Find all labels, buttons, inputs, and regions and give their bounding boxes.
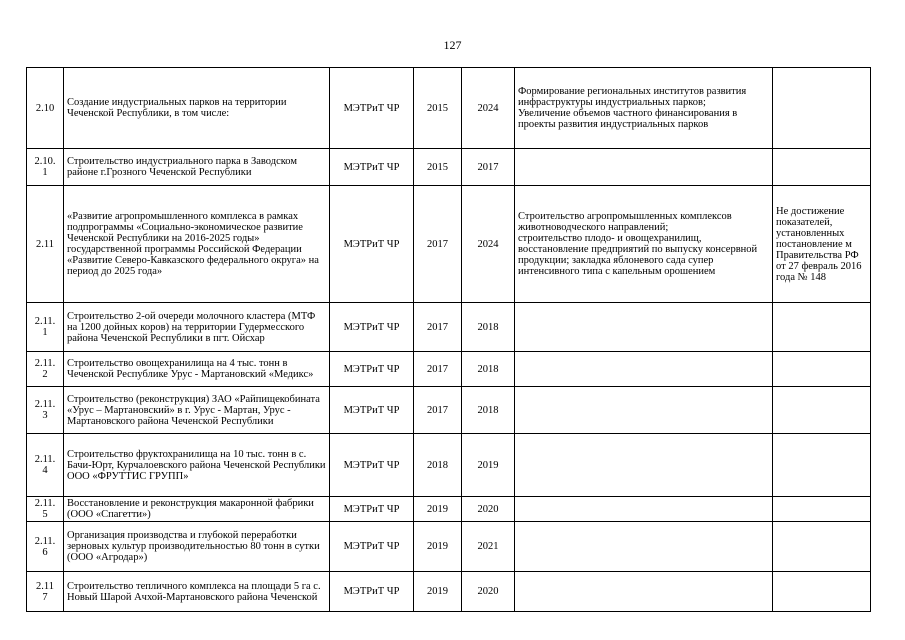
activity-name: Организация производства и глубокой переработки зерновых культур производительностью 80 тонн в сутки (ООО «Агродар») [64,522,330,572]
table-row [27,434,871,497]
result-line: Увеличение объемов частного финансирования в проекты развития индустриальных парков [518,108,738,130]
start-year: 2019 [414,522,462,572]
result-line: строительство плодо- и овощехранилищ, восстановление предприятий по выпуску консервной продукции; закладка яблоневого сада супер интенсивного типа с капельным орошением [518,233,758,277]
plan-table-body [27,68,871,612]
risk-note [773,497,871,522]
expected-result [515,522,773,572]
expected-result [515,68,773,149]
responsible-org: МЭТРиТ ЧР [330,387,414,434]
responsible-org: МЭТРиТ ЧР [330,303,414,352]
expected-result [515,186,773,303]
responsible-org: МЭТРиТ ЧР [330,186,414,303]
risk-note [773,68,871,149]
activity-name: Строительство овощехранилища на 4 тыс. тонн в Чеченской Республике Урус - Мартановский «Медикс» [64,352,330,387]
row-number: 2.11. 2 [27,352,64,387]
end-year: 2017 [462,149,515,186]
table-row [27,522,871,572]
start-year: 2017 [414,352,462,387]
end-year: 2018 [462,352,515,387]
row-number: 2.11. 1 [27,303,64,352]
start-year: 2015 [414,68,462,149]
table-row [27,303,871,352]
result-line: Формирование региональных институтов развития инфраструктуры индустриальных парков; [518,86,747,108]
end-year: 2020 [462,497,515,522]
expected-result [515,352,773,387]
start-year: 2017 [414,303,462,352]
row-number: 2.11 [27,186,64,303]
start-year: 2017 [414,186,462,303]
table-row [27,572,871,612]
activity-name: Строительство индустриального парка в Заводском районе г.Грозного Чеченской Республики [64,149,330,186]
activity-name: «Развитие агропромышленного комплекса в рамках подпрограммы «Социально-экономическое развитие Чеченской Республики на 2016-2025 годы» государственной программы Российской Федерации «Развитие Северо-Кавказского федерального округа» на период до 2025 года» [64,186,330,303]
result-line: Строительство агропромышленных комплексов животноводческого направлений; [518,211,732,233]
start-year: 2017 [414,387,462,434]
activity-name: Строительство 2-ой очереди молочного кластера (МТФ на 1200 дойных коров) на территории Гудермесского района Чеченской Республики в пгт. Ойсхар [64,303,330,352]
expected-result [515,497,773,522]
row-number: 2.11. 5 [27,497,64,522]
expected-result [515,149,773,186]
end-year: 2021 [462,522,515,572]
row-number: 2.10. 1 [27,149,64,186]
end-year: 2018 [462,303,515,352]
risk-note [773,387,871,434]
activity-name: Строительство фруктохранилища на 10 тыс. тонн в с. Бачи-Юрт, Курчалоевского района Чеченской Республики ООО «ФРУТТИС ГРУПП» [64,434,330,497]
activity-name: Строительство (реконструкция) ЗАО «Райпищекобината «Урус – Мартановский» в г. Урус - Мартан, Урус - Мартановского района Чеченской Республики [64,387,330,434]
table-row [27,497,871,522]
page-number: 127 [443,38,462,52]
row-number: 2.11. 6 [27,522,64,572]
risk-note [773,434,871,497]
end-year: 2019 [462,434,515,497]
row-number: 2.11 7 [27,572,64,612]
table-row [27,186,871,303]
plan-table [26,67,871,612]
activity-name: Создание индустриальных парков на территории Чеченской Республики, в том числе: [64,68,330,149]
row-number: 2.11. 4 [27,434,64,497]
activity-name: Восстановление и реконструкция макаронной фабрики (ООО «Спагетти») [64,497,330,522]
end-year: 2024 [462,68,515,149]
responsible-org: МЭТРиТ ЧР [330,352,414,387]
responsible-org: МЭТРиТ ЧР [330,497,414,522]
row-number: 2.10 [27,68,64,149]
expected-result [515,572,773,612]
table-row [27,149,871,186]
end-year: 2018 [462,387,515,434]
expected-result [515,303,773,352]
risk-note [773,303,871,352]
responsible-org: МЭТРиТ ЧР [330,149,414,186]
activity-name: Строительство тепличного комплекса на площади 5 га с. Новый Шарой Ачхой-Мартановского района Чеченской [64,572,330,612]
risk-note [773,149,871,186]
risk-note [773,572,871,612]
risk-note [773,352,871,387]
start-year: 2019 [414,497,462,522]
expected-result [515,387,773,434]
end-year: 2020 [462,572,515,612]
table-row [27,352,871,387]
table-row [27,68,871,149]
responsible-org: МЭТРиТ ЧР [330,522,414,572]
start-year: 2019 [414,572,462,612]
responsible-org: МЭТРиТ ЧР [330,434,414,497]
end-year: 2024 [462,186,515,303]
risk-note: Не достижение показателей, установленных постановление м Правительства РФ от 27 февраль 2016 года № 148 [773,186,871,303]
responsible-org: МЭТРиТ ЧР [330,572,414,612]
row-number: 2.11. 3 [27,387,64,434]
start-year: 2018 [414,434,462,497]
expected-result [515,434,773,497]
responsible-org: МЭТРиТ ЧР [330,68,414,149]
risk-note [773,522,871,572]
table-row [27,387,871,434]
start-year: 2015 [414,149,462,186]
